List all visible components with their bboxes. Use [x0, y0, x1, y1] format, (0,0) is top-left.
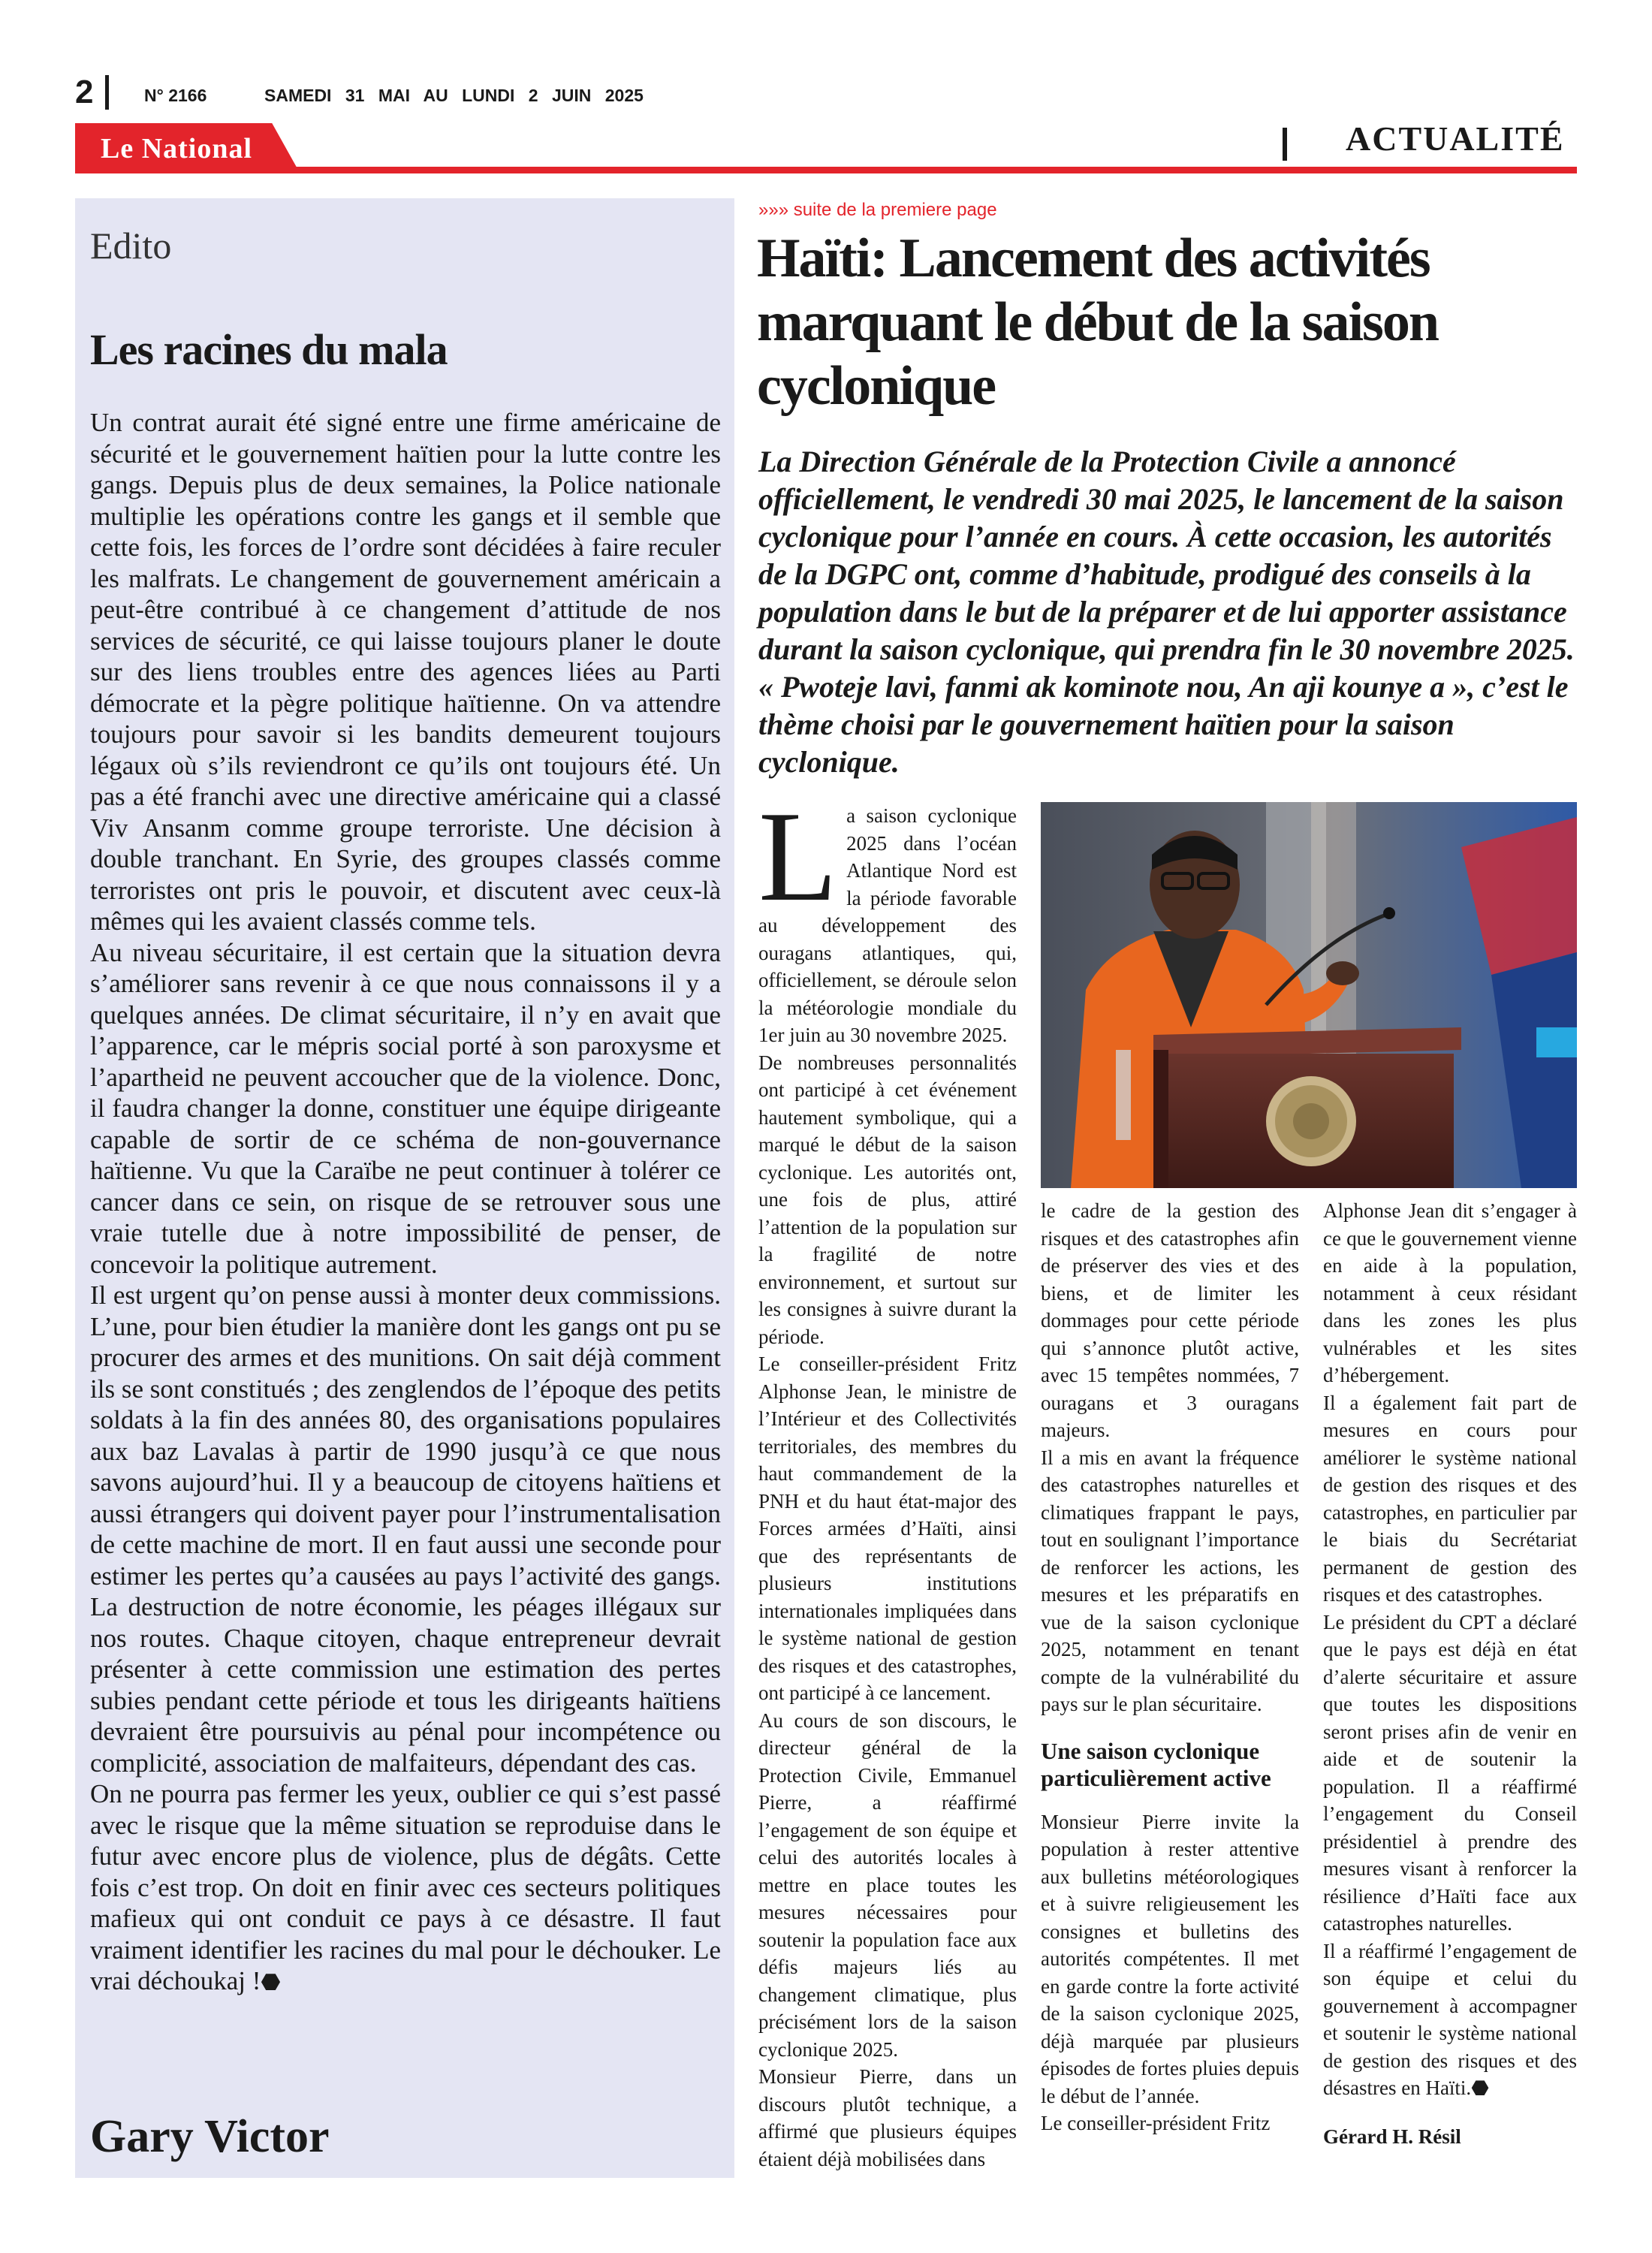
issue-date: SAMEDI 31 MAI AU LUNDI 2 JUIN 2025 — [264, 86, 644, 105]
edito-body — [90, 407, 721, 1998]
article-paragraph: Alphonse Jean dit s’engager à ce que le gouvernement vienne en aide à la population, notamment à ceux résidant dans les zones les plus vulnérables et les sites d’hébergement. — [1323, 1199, 1577, 1386]
section-divider — [1283, 128, 1287, 161]
edito-author: Gary Victor — [90, 2111, 330, 2162]
issue-number: N° 2166 — [144, 86, 207, 105]
edito-title: Les racines du mala — [90, 325, 448, 374]
edito-paragraph: Au niveau sécuritaire, il est certain que la situation devra s’améliorer sans revenir à ce que nous connaissons il y a quelques années. De climat sécuritaire, il n’y en avait que l’apparence, car le mépris social porté à son paroxysme et l’apartheid ne peuvent accoucher que de la violence. Donc, il faudra changer la donne, constituer une équipe dirigeante capable de sortir de ce schéma de non-gouvernance haïtienne. Vu que la Caraïbe ne peut continuer à tolérer ce cancer dans ce sein, on risque de se retrouver sous une vraie tutelle due à notre impossibilité de penser, de concevoir la politique autrement. — [90, 937, 721, 1279]
page-number: 2 — [75, 74, 94, 110]
edito-paragraph-text: On ne pourra pas fermer les yeux, oublier ce qui s’est passé avec le risque que la même situation se reproduise dans le futur avec encore plus de violence, plus de dégâts. Cette fois c’est trop. On doit en finir avec ces secteurs politiques mafieux qui ont conduit ce pays à ce désastre. Il faut vraiment identifier les racines du mal pour le déchouker. Le vrai déchoukaj ! — [90, 1779, 721, 1995]
section-title: ACTUALITÉ — [1346, 119, 1565, 158]
end-mark-icon: ⬣ — [261, 1970, 281, 1995]
article-paragraph: Monsieur Pierre invite la population à rester attentive aux bulletins météorologiques et à suivre religieusement les consignes et bulletins des autorités compétentes. Il met en garde contre la forte activité de la saison cyclonique 2025, déjà marquée par plusieurs épisodes de fortes pluies depuis le début de l’année. — [1041, 1810, 1299, 2107]
article-column-2 — [1041, 1197, 1299, 2137]
article-paragraph-text: a saison cyclonique 2025 dans l’océan Atlantique Nord est la période favorable au développement des ouragans atlantiques, qui, officiellement, se déroule selon la météorologie mondiale du 1er juin au 30 novembre 2025. — [758, 804, 1017, 1046]
article-subhead: Une saison cyclonique particulièrement active — [1041, 1737, 1271, 1791]
edito-paragraph: Il est urgent qu’on pense aussi à monter deux commissions. L’une, pour bien étudier la manière dont les gangs ont pu se procurer des armes et des munitions. On sait déjà comment ils se sont constitués ; des zenglendos de l’époque des petits soldats à la fin des années 80, des organisations populaires aux baz Lavalas à partir de 1990 jusqu’à ce que nous savons aujourd’hui. Il y a beaucoup de citoyens haïtiens et aussi étrangers qui doivent payer pour l’instrumentalisation de cette machine de mort. Il en faut aussi une seconde pour estimer les pertes qu’a causées au pays l’activité des gangs. La destruction de notre économie, les péages illégaux sur nos routes. Chaque citoyen, chaque entrepreneur devrait présenter à cette commission une estimation des pertes subies pendant cette période et tous les dirigeants haïtiens devraient être poursuivis au pénal pour incompétence ou complicité, association de malfaiteurs, dépendant des cas. — [90, 1280, 721, 1778]
article-paragraph: Il a mis en avant la fréquence des catastrophes naturelles et climatiques frappant le pays, tout en soulignant l’importance de renforcer les actions, les mesures et les préparatifs en vue de la saison cyclonique 2025, notamment en tenant compte de la vulnérabilité du pays sur le plan sécuritaire. — [1041, 1446, 1299, 1715]
edito-label: Edito — [90, 225, 172, 267]
article-headline: Haïti: Lancement des activités marquant le début de la saison cyclonique — [757, 228, 1438, 417]
article-paragraph: Le président du CPT a déclaré que le pays est déjà en état d’alerte sécuritaire et assure que toutes les dispositions seront prises afin de venir en aide et de soutenir la population. Il a réaffirmé l’engagement du Conseil présidentiel à prendre des mesures visant à renforcer la résilience d’Haïti face aux catastrophes naturelles. — [1323, 1610, 1577, 1935]
article-byline: Gérard H. Résil — [1323, 2125, 1461, 2148]
article-paragraph — [1323, 1938, 1577, 2102]
article-paragraph: Il a également fait part de mesures en cours pour améliorer le système national de gestion des risques et des catastrophes, en particulier par le biais du Secrétariat permanent de gestion des risques et des catastrophes. — [1323, 1391, 1577, 1606]
article-lead: La Direction Générale de la Protection Civile a annoncé officiellement, le vendredi 30 mai 2025, le lancement de la saison cyclonique pour l’année en cours. À cette occasion, les autorités de la DGPC ont, comme d’habitude, prodigué des conseils à la population dans le but de la préparer et de lui apporter assistance durant la saison cyclonique, qui prendra fin le 30 novembre 2025. « Pwoteje lavi, fanmi ak kominote nou, An aji kounye a », c’est le thème choisi par le gouvernement haïtien pour la saison cyclonique. — [758, 445, 1575, 779]
article-column-1 — [758, 786, 1017, 2173]
end-mark-icon: ⬣ — [1471, 2077, 1489, 2099]
page-number-divider — [105, 75, 109, 110]
article-paragraph: le cadre de la gestion des risques et des catastrophes afin de préserver des vies et des biens, et de limiter les dommages pour cette période qui s’annonce plutôt active, avec 15 tempêtes nommées, 7 ouragans et 3 ouragans majeurs. — [1041, 1199, 1299, 1441]
edito-paragraph: Un contrat aurait été signé entre une firme américaine de sécurité et le gouvernement haïtien pour la lutte contre les gangs. Depuis plus de deux semaines, la Police nationale multiplie les opérations contre les gangs et il semble que cette fois, les forces de l’ordre sont décidées à faire reculer les malfrats. Le changement de gouvernement américain a peut-être contribué à ce changement d’attitude de nos services de sécurité, ce qui laisse toujours planer le doute sur des liens troubles entre des agences liées au Parti démocrate et la pègre politique haïtienne. On va attendre toujours pour savoir si les bandits demeurent toujours légaux où s’ils reviendront ce qu’ils ont toujours été. Un pas a été franchi avec une directive américaine qui a classé Viv Ansanm comme groupe terroriste. Une décision à double tranchant. En Syrie, des groupes classés comme terroristes ont pris le pouvoir, et discutent avec ceux-là mêmes qui les avaient classés comme tels. — [90, 408, 721, 936]
article-paragraph: Au cours de son discours, le directeur général de la Protection Civile, Emmanuel Pierre, a réaffirmé l’engagement de son équipe et celui des autorités locales à mettre en place toutes les mesures nécessaires pour soutenir la population face aux défis majeurs liés au changement climatique, plus précisément lors de la saison cyclonique 2025. — [758, 1709, 1017, 2061]
drop-cap: L — [758, 786, 838, 928]
article-paragraph: Le conseiller-président Fritz Alphonse Jean, le ministre de l’Intérieur et des Collectivités territoriales, des membres du haut commandement de la PNH et du haut état-major des Forces armées d’Haïti, ainsi que des représentants de plusieurs institutions internationales impliquées dans le système national de gestion des risques et des catastrophes, ont participé à ce lancement. — [758, 1353, 1017, 1704]
edito-paragraph — [90, 1778, 721, 1998]
article-column-3 — [1323, 1197, 1577, 2150]
brand-logo: Le National — [101, 133, 253, 164]
article-paragraph: Le conseiller-président Fritz — [1041, 2112, 1271, 2134]
article-paragraph — [758, 786, 1017, 1049]
photo-speaker-at-podium-icon — [1041, 802, 1577, 1188]
article-paragraph: De nombreuses personnalités ont participé à cet événement hautement symbolique, qui a marqué le début de la saison cyclonique. Les autorités ont, une fois de plus, attiré l’attention de la population sur la fragilité de notre environnement, et surtout sur les consignes à suivre durant la période. — [758, 1051, 1017, 1348]
speaker-photo — [1041, 802, 1577, 1188]
article-paragraph: Monsieur Pierre, dans un discours plutôt technique, a affirmé que plusieurs équipes étaient déjà mobilisées dans — [758, 2065, 1017, 2170]
article-paragraph-text: Il a réaffirmé l’engagement de son équipe et celui du gouvernement à accompagner et soutenir le système national de gestion des risques et des désastres en Haïti. — [1323, 1939, 1577, 2099]
article-kicker[interactable]: »»» suite de la premiere page — [758, 200, 997, 220]
header-rule — [75, 167, 1577, 173]
